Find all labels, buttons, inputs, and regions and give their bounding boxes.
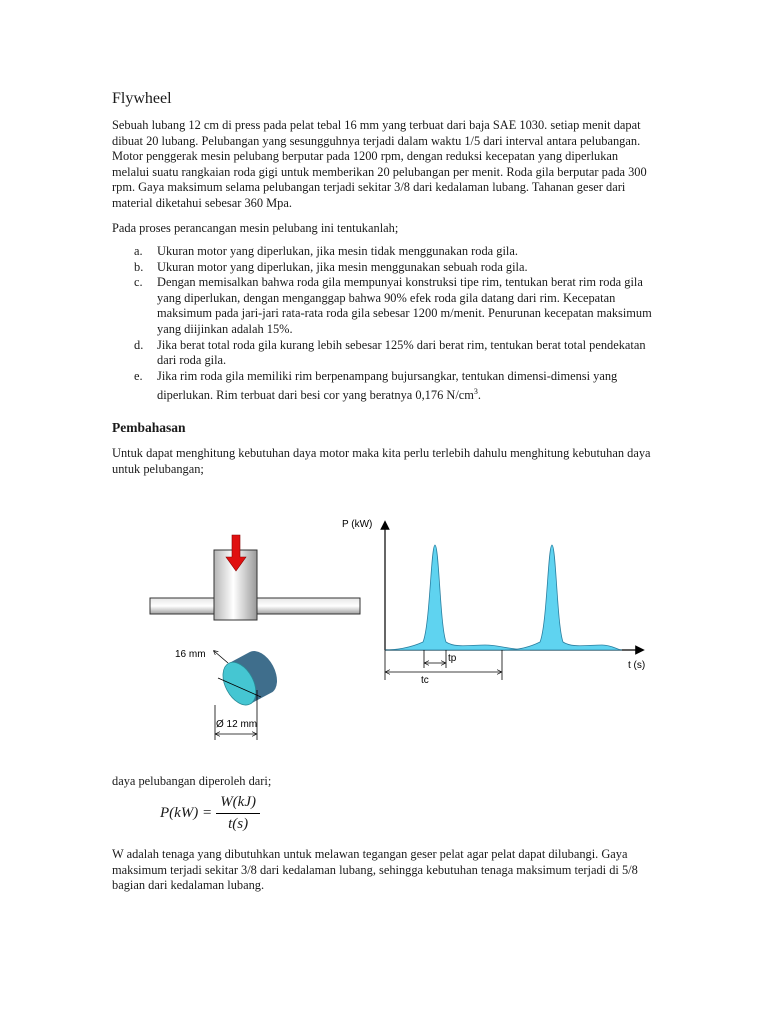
section-heading: Pembahasan [112,420,186,435]
task-item-b [112,260,657,276]
discussion-paragraph: Untuk dapat menghitung kebutuhan daya motor maka kita perlu terlebih dahulu menghitung kebutuhan daya untuk pelubangan; [112,446,651,476]
task-text: Ukuran motor yang diperlukan, jika mesin tidak menggunakan roda gila. [157,244,518,258]
power-pulse-2 [505,545,622,650]
plot-y-label: P (kW) [342,519,373,530]
plot-x-label: t (s) [628,660,646,671]
tp-label: tp [448,653,457,664]
formula-denominator: t(s) [228,816,249,832]
task-marker: c. [134,275,143,290]
task-marker: d. [134,337,144,352]
punching-figure [140,505,660,750]
formula-fraction [216,794,260,833]
task-text: Jika berat total roda gila kurang lebih sebesar 125% dari berat rim, tentukan berat total pendekatan dari roda gila. [157,337,646,368]
task-marker: e. [134,368,143,383]
thickness-dim-line [214,651,228,663]
task-marker: b. [134,259,144,274]
task-text: Ukuran motor yang diperlukan, jika mesin menggunakan sebuah roda gila. [157,259,528,274]
task-item-c [112,275,657,337]
closing-paragraph: W adalah tenaga yang dibutuhkan untuk melawan tegangan geser pelat agar pelat dapat dilubangi. Gaya maksimum terjadi sekitar 3/8 dari kedalaman lubang, sehingga kebutuhan tenaga maksimum terjadi di 5/8 bagian dari kedalaman lubang. [112,847,638,893]
formula-lhs: P(kW) = [160,805,213,821]
diameter-label: Ø 12 mm [216,719,258,730]
task-prompt: Pada proses perancangan mesin pelubang ini tentukanlah; [112,221,399,235]
task-item-a [112,244,657,260]
power-formula [160,794,260,833]
document-title: Flywheel [112,90,172,107]
task-item-e [112,369,657,404]
task-text: Jika rim roda gila memiliki rim berpenampang bujursangkar, tentukan dimensi-dimensi yang diperlukan. Rim terbuat dari besi cor yang beratnya 0,176 N/cm [157,368,618,403]
power-intro: daya pelubangan diperoleh dari; [112,774,272,788]
formula-numerator: W(kJ) [216,794,260,814]
task-text: Dengan memisalkan bahwa roda gila mempunyai konstruksi tipe rim, tentukan berat rim roda gila yang diperlukan, dengan menganggap bahwa 90% efek roda gila datang dari rim. Kecepatan maksimum pada jari-jari rata-rata roda gila sebesar 1200 m/menit. Penurunan kecepatan maksimum yang diijinkan adalah 15%. [157,275,652,336]
power-pulse-1 [385,545,530,650]
task-list [112,244,657,404]
problem-statement: Sebuah lubang 12 cm di press pada pelat tebal 16 mm yang terbuat dari baja SAE 1030. setiap menit dapat dibuat 20 lubang. Pelubangan yang sesungguhnya terjadi dalam waktu 1/5 dari interval antara pelubangan. Motor penggerak mesin pelubang berputar pada 1200 rpm, dengan reduksi kecepatan yang diperlukan melalui suatu rangkaian roda gigi untuk memberikan 20 pelubangan per menit. Roda gila berputar pada 300 rpm. Gaya maksimum selama pelubangan terjadi sekitar 3/8 dari kedalaman lubang. Tahanan geser dari material diketahui sebesar 360 Mpa. [112,118,647,210]
task-marker: a. [134,244,143,258]
task-item-d [112,338,657,369]
task-text-end: . [477,388,482,403]
tc-label: tc [421,675,429,686]
task-superscript: 3 [473,387,478,397]
thickness-label: 16 mm [175,649,206,660]
cylinder-blank [216,645,284,710]
